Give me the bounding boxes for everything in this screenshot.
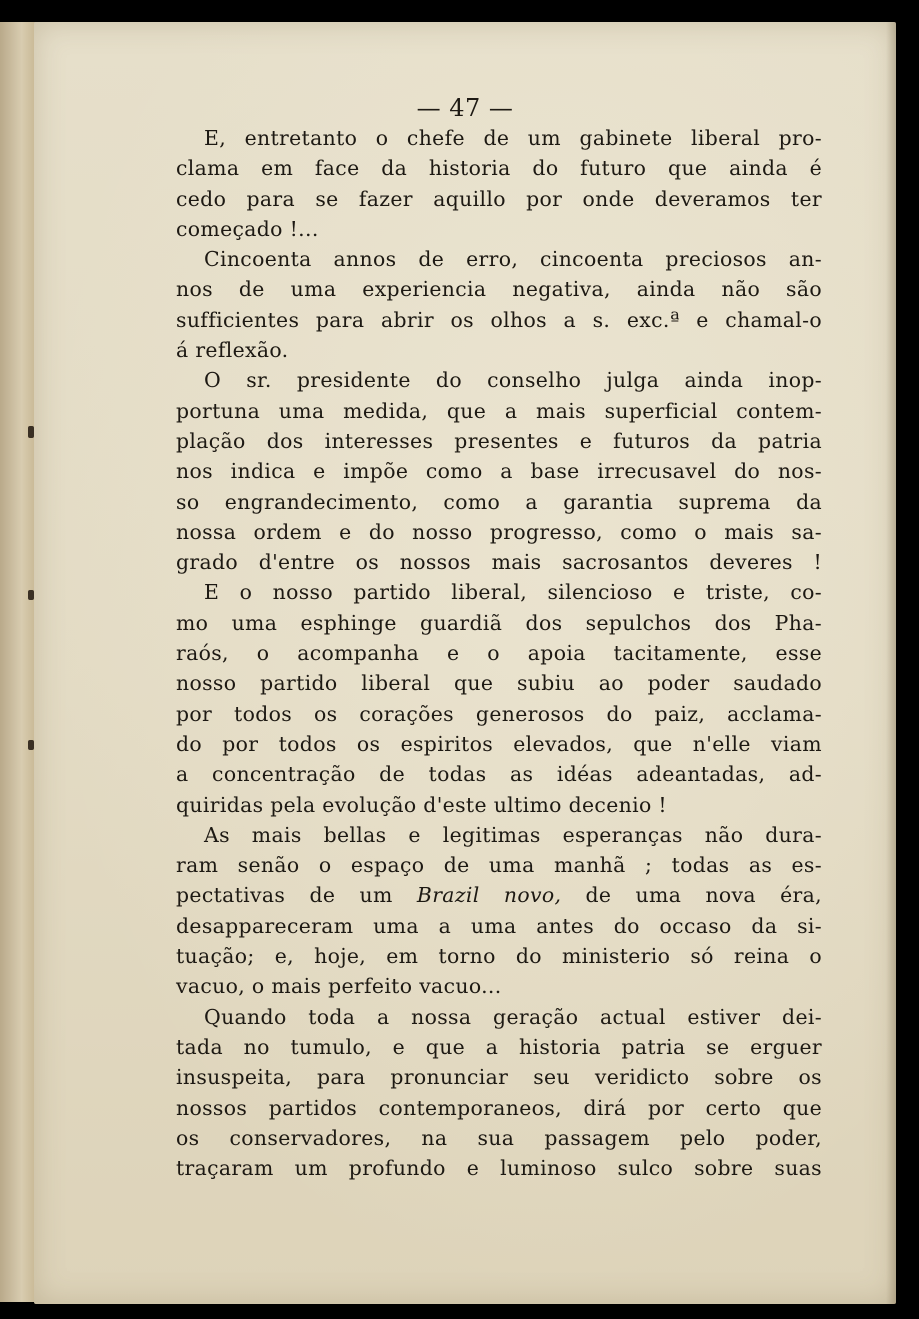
text-line: tuação; e, hoje, em torno do ministerio só reina o	[176, 944, 822, 969]
text-line: portuna uma medida, que a mais superficial contem-	[176, 398, 822, 423]
text-line: clama em face da historia do futuro que ainda é	[176, 156, 822, 181]
text-line: cedo para se fazer aquillo por onde deveramos ter	[176, 186, 822, 211]
text-line: sufficientes para abrir os olhos a s. exc.ª e chamal-o	[176, 307, 822, 332]
body-text	[176, 123, 822, 1183]
text-line: pectativas de um Brazil novo, de uma nova éra,	[176, 883, 822, 908]
text-line: desappareceram uma a uma antes do occaso da si-	[176, 913, 822, 938]
text-line: começado !...	[176, 216, 319, 241]
text-line: insuspeita, para pronunciar seu veridicto sobre os	[176, 1065, 822, 1090]
text-line: vacuo, o mais perfeito vacuo...	[176, 974, 502, 999]
text-line: nosso partido liberal que subiu ao poder saudado	[176, 671, 822, 696]
text-line: so engrandecimento, como a garantia suprema da	[176, 489, 822, 514]
page-number: — 47 —	[416, 94, 514, 122]
text-line: E o nosso partido liberal, silencioso e triste, co-	[204, 580, 822, 605]
text-line: os conservadores, na sua passagem pelo poder,	[176, 1125, 822, 1150]
text-line: O sr. presidente do conselho julga ainda inop-	[204, 368, 822, 393]
text-line: traçaram um profundo e luminoso sulco sobre suas	[176, 1156, 822, 1181]
text-line: mo uma esphinge guardiã dos sepulchos dos Pha-	[176, 610, 822, 635]
text-line: á reflexão.	[176, 338, 289, 363]
text-line: plação dos interesses presentes e futuros da patria	[176, 428, 822, 453]
text-line: nossos partidos contemporaneos, dirá por certo que	[176, 1095, 822, 1120]
text-line: As mais bellas e legitimas esperanças não dura-	[204, 822, 822, 847]
text-line: ram senão o espaço de uma manhã ; todas as es-	[176, 853, 822, 878]
text-line: por todos os corações generosos do paiz, acclama-	[176, 701, 822, 726]
text-line: Quando toda a nossa geração actual estiver dei-	[204, 1004, 822, 1029]
text-line: E, entretanto o chefe de um gabinete liberal pro-	[204, 126, 822, 150]
book-page	[34, 22, 896, 1304]
facing-page-edge	[0, 22, 37, 1302]
text-line: a concentração de todas as idéas adeantadas, ad-	[176, 762, 822, 787]
text-line: do por todos os espiritos elevados, que n'elle viam	[176, 731, 822, 756]
text-line: raós, o acompanha e o apoia tacitamente, esse	[176, 641, 822, 666]
text-line: grado d'entre os nossos mais sacrosantos deveres !	[176, 550, 822, 575]
text-line: nos de uma experiencia negativa, ainda não são	[176, 277, 822, 302]
text-line: nos indica e impõe como a base irrecusavel do nos-	[176, 459, 822, 484]
text-line: nossa ordem e do nosso progresso, como o mais sa-	[176, 519, 822, 544]
text-line: Cincoenta annos de erro, cincoenta preciosos an-	[204, 247, 822, 272]
text-line: quiridas pela evolução d'este ultimo decenio !	[176, 792, 667, 817]
text-line: tada no tumulo, e que a historia patria se erguer	[176, 1034, 822, 1059]
page-edge-shadow	[886, 22, 896, 1304]
